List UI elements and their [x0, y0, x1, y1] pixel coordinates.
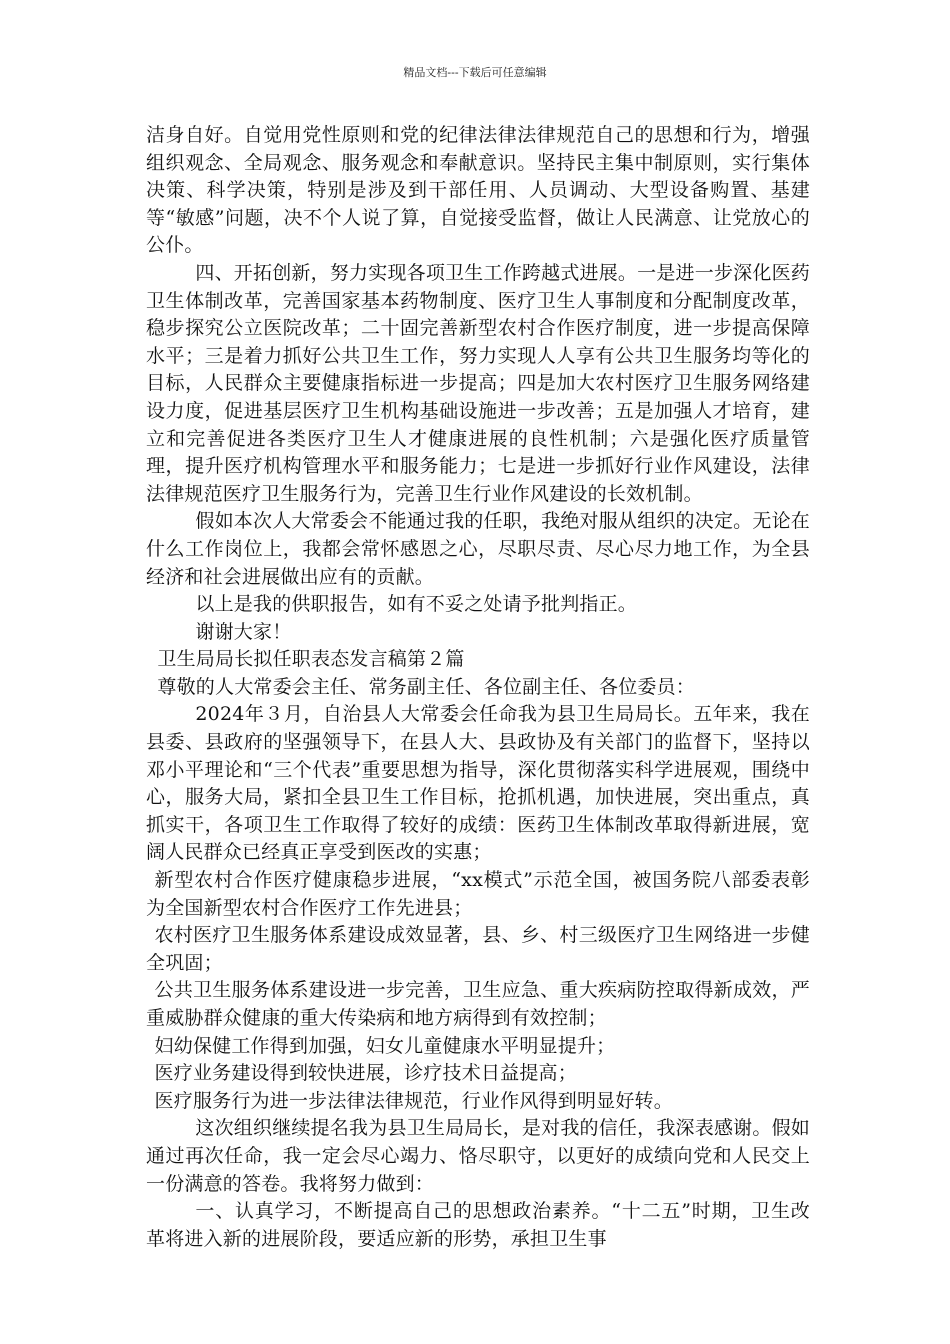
achievement-item: 农村医疗卫生服务体系建设成效显著，县、乡、村三级医疗卫生网络进一步健全巩固；	[146, 924, 810, 974]
document-body	[146, 122, 810, 1253]
achievement-item: 新型农村合作医疗健康稳步进展，“xx模式”示范全国，被国务院八部委表彰为全国新型农村合作医疗工作先进县；	[146, 869, 810, 919]
achievement-item: 公共卫生服务体系建设进一步完善，卫生应急、重大疾病防控取得新成效，严重威胁群众健康的重大传染病和地方病得到有效控制；	[146, 979, 810, 1029]
paragraph-point-one: 一、认真学习，不断提高自己的思想政治素养。“十二五”时期，卫生改革将进入新的进展阶段，要适应新的形势，承担卫生事	[146, 1200, 810, 1250]
paragraph-section-four: 四、开拓创新，努力实现各项卫生工作跨越式进展。一是进一步深化医药卫生体制改革，完善国家基本药物制度、医疗卫生人事制度和分配制度改革，稳步探究公立医院改革；二十固完善新型农村合作医疗制度，进一步提高保障水平；三是着力抓好公共卫生工作，努力实现人人享有公共卫生服务均等化的目标，人民群众主要健康指标进一步提高；四是加大农村医疗卫生服务网络建设力度，促进基层医疗卫生机构基础设施进一步改善；五是加强人才培育，建立和完善促进各类医疗卫生人才健康进展的良性机制；六是强化医疗质量管理，提升医疗机构管理水平和服务能力；七是进一步抓好行业作风建设，法律法律规范医疗卫生服务行为，完善卫生行业作风建设的长效机制。	[146, 261, 810, 505]
paragraph-nomination: 这次组织继续提名我为县卫生局局长，是对我的信任，我深表感谢。假如通过再次任命，我一定会尽心竭力、恪尽职守，以更好的成绩向党和人民交上一份满意的答卷。我将努力做到：	[146, 1117, 810, 1195]
paragraph-appointment: 2024年３月，自治县人大常委会任命我为县卫生局局长。五年来，我在县委、县政府的坚强领导下，在县人大、县政协及有关部门的监督下，坚持以邓小平理论和“三个代表”重要思想为指导，深化贯彻落实科学进展观，围绕中心，服务大局，紧扣全县卫生工作目标，抢抓机遇，加快进展，突出重点，真抓实干，各项卫生工作取得了较好的成绩：医药卫生体制改革取得新进展，宽阔人民群众已经真正享受到医改的实惠；	[146, 703, 810, 864]
achievement-item: 医疗服务行为进一步法律法律规范，行业作风得到明显好转。	[154, 1089, 673, 1112]
article-title: 卫生局局长拟任职表态发言稿第２篇	[157, 648, 465, 671]
paragraph-continuation: 洁身自好。自觉用党性原则和党的纪律法律法律规范自己的思想和行为，增强组织观念、全局观念、服务观念和奉献意识。坚持民主集中制原则，实行集体决策、科学决策，特别是涉及到干部任用、人员调动、大型设备购置、基建等“敏感”问题，决不个人说了算，自觉接受监督，做让人民满意、让党放心的公仆。	[146, 124, 810, 257]
achievement-item: 医疗业务建设得到较快进展，诊疗技术日益提高；	[154, 1062, 577, 1085]
salutation: 尊敬的人大常委会主任、常务副主任、各位副主任、各位委员：	[157, 675, 695, 698]
page-header: 精品文档---下载后可任意编辑	[403, 66, 547, 79]
paragraph-thanks: 谢谢大家！	[195, 620, 292, 643]
paragraph-report-closing: 以上是我的供职报告，如有不妥之处请予批判指正。	[195, 593, 637, 616]
achievement-item: 妇幼保健工作得到加强，妇女儿童健康水平明显提升；	[154, 1034, 616, 1057]
paragraph-obey-organization: 假如本次人大常委会不能通过我的任职，我绝对服从组织的决定。无论在什么工作岗位上，我都会常怀感恩之心，尽职尽责、尽心尽力地工作，为全县经济和社会进展做出应有的贡献。	[146, 510, 810, 588]
